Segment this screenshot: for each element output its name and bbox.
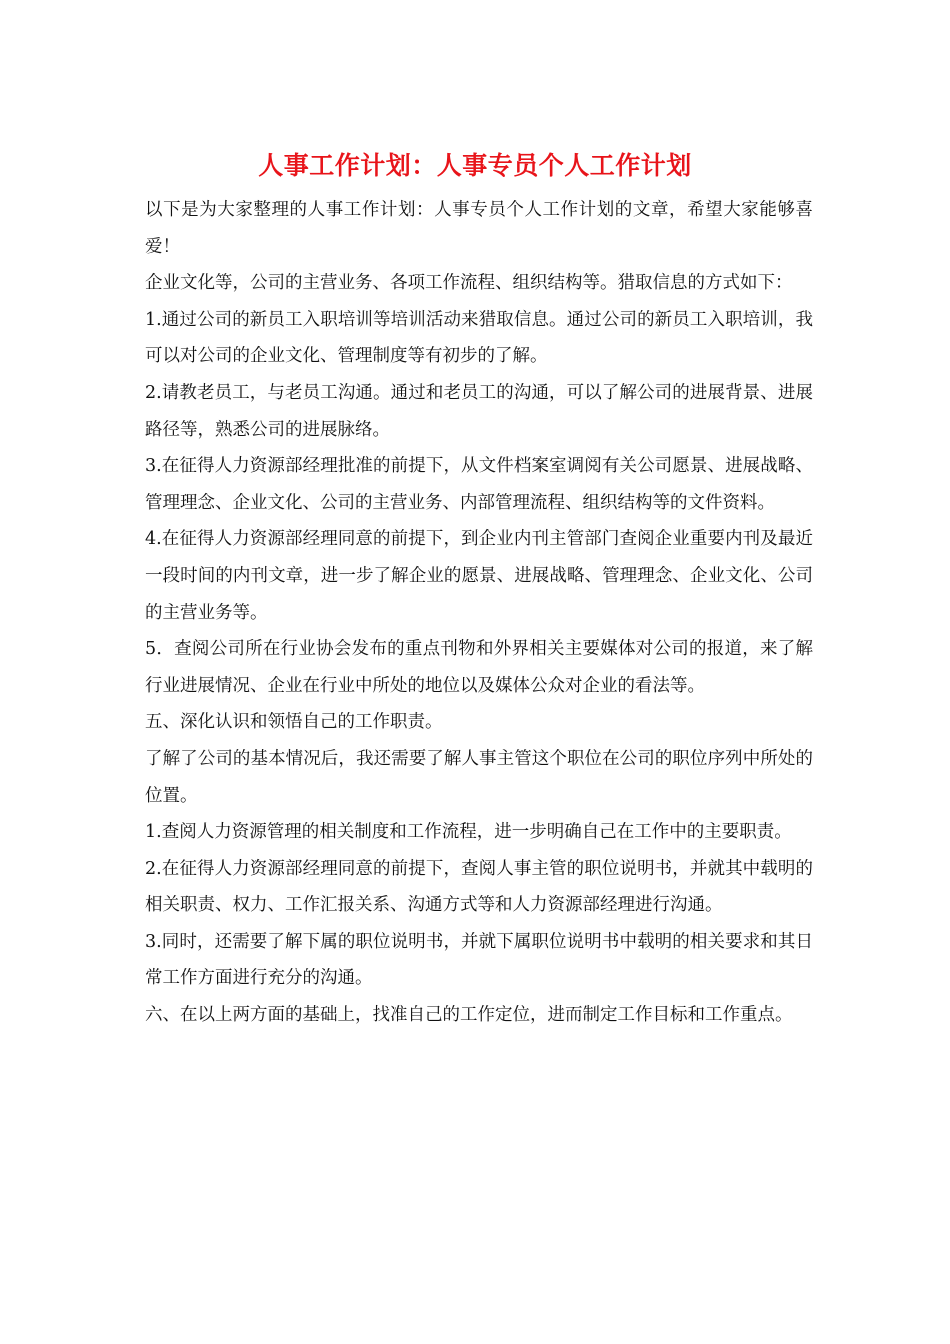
paragraph: 企业文化等，公司的主营业务、各项工作流程、组织结构等。猎取信息的方式如下： bbox=[145, 273, 793, 294]
paragraph: 3.在征得人力资源部经理批准的前提下，从文件档案室调阅有关公司愿景、进展战略、管理理念、企业文化、公司的主营业务、内部管理流程、组织结构等的文件资料。 bbox=[145, 456, 813, 513]
paragraph: 以下是为大家整理的人事工作计划：人事专员个人工作计划的文章，希望大家能够喜爱！ bbox=[145, 200, 813, 257]
paragraph: 2.请教老员工，与老员工沟通。通过和老员工的沟通，可以了解公司的进展背景、进展路径等，熟悉公司的进展脉络。 bbox=[145, 382, 813, 440]
document-title: 人事工作计划：人事专员个人工作计划 bbox=[258, 151, 692, 180]
paragraph: 3.同时，还需要了解下属的职位说明书，并就下属职位说明书中载明的相关要求和其日常工作方面进行充分的沟通。 bbox=[145, 931, 813, 989]
paragraph: 4.在征得人力资源部经理同意的前提下，到企业内刊主管部门查阅企业重要内刊及最近一段时间的内刊文章，进一步了解企业的愿景、进展战略、管理理念、企业文化、公司的主营业务等。 bbox=[145, 529, 813, 623]
paragraph: 了解了公司的基本情况后，我还需要了解人事主管这个职位在公司的职位序列中所处的位置。 bbox=[145, 748, 813, 806]
section-heading: 五、深化认识和领悟自己的工作职责。 bbox=[145, 712, 443, 733]
paragraph: 2.在征得人力资源部经理同意的前提下，查阅人事主管的职位说明书，并就其中载明的相关职责、权力、工作汇报关系、沟通方式等和人力资源部经理进行沟通。 bbox=[145, 858, 813, 916]
section-heading: 六、在以上两方面的基础上，找准自己的工作定位，进而制定工作目标和工作重点。 bbox=[145, 1005, 793, 1026]
document-body bbox=[145, 192, 813, 1034]
paragraph: 1.查阅人力资源管理的相关制度和工作流程，进一步明确自己在工作中的主要职责。 bbox=[145, 822, 792, 843]
paragraph: 5．查阅公司所在行业协会发布的重点刊物和外界相关主要媒体对公司的报道，来了解行业进展情况、企业在行业中所处的地位以及媒体公众对企业的看法等。 bbox=[145, 639, 813, 696]
paragraph: 1.通过公司的新员工入职培训等培训活动来猎取信息。通过公司的新员工入职培训，我可以对公司的企业文化、管理制度等有初步的了解。 bbox=[145, 309, 813, 367]
